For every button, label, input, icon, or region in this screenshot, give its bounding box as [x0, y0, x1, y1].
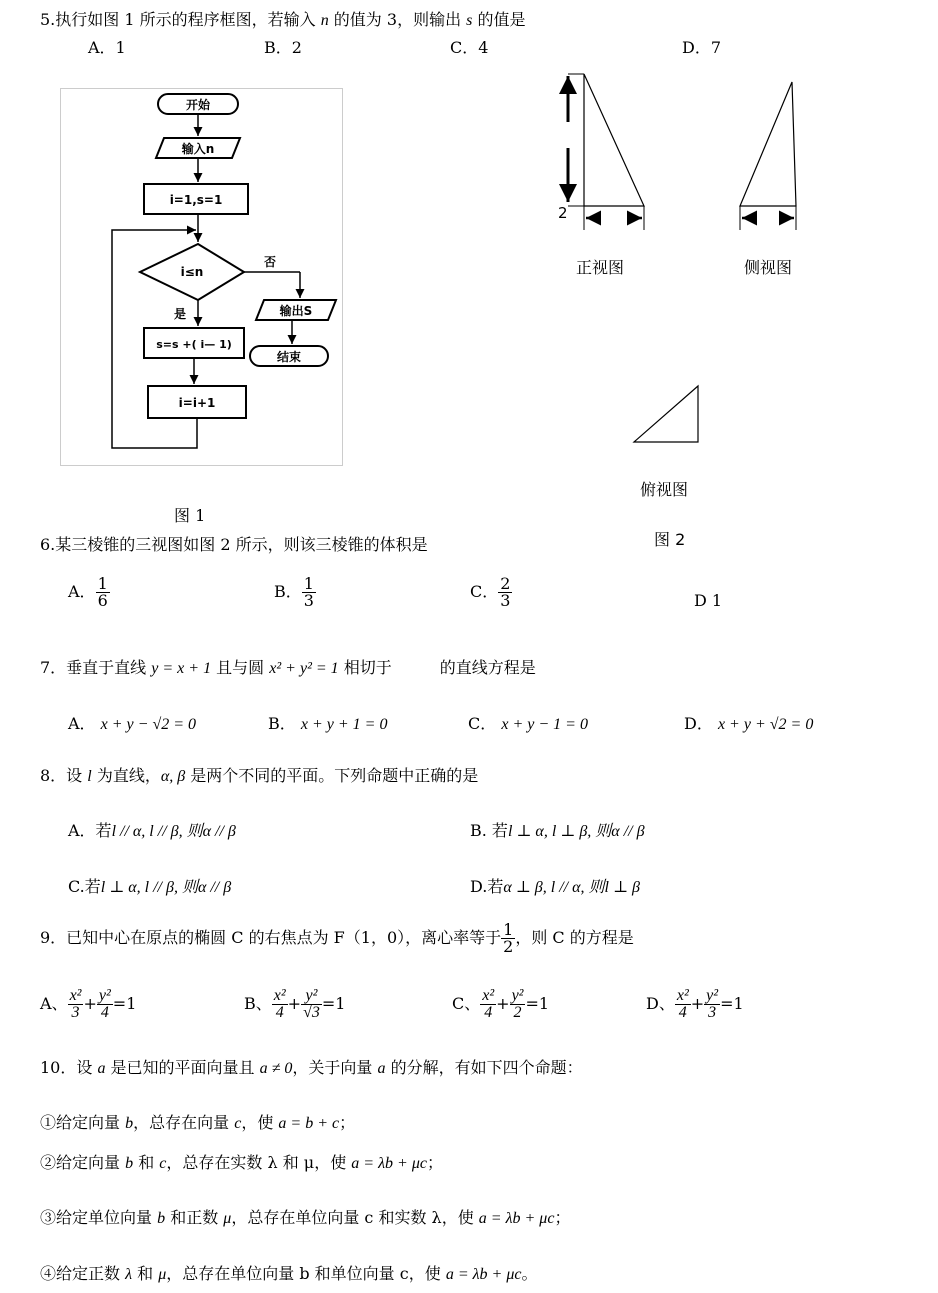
- fraction-denominator: 4: [97, 1004, 113, 1021]
- q7-option-d: [684, 716, 813, 733]
- item-mark: ④: [40, 1264, 57, 1283]
- item-mark: ②: [40, 1153, 57, 1172]
- q7-option-letter: B．: [268, 714, 296, 733]
- q5-option-c: C．4: [450, 38, 489, 57]
- q6-option-letter: A．: [68, 582, 96, 601]
- q6-option-a-fraction: [96, 576, 110, 609]
- q6-option-a: [68, 576, 110, 609]
- q10-item-4: [40, 1266, 538, 1283]
- q9-x-fraction: [68, 988, 84, 1021]
- fraction-numerator: 1: [503, 920, 514, 939]
- q6-stem: 6.某三棱锥的三视图如图 2 所示，则该三棱锥的体积是: [40, 535, 428, 554]
- q8-option-expr: l ⊥ α, l // β, 则α // β: [100, 879, 232, 896]
- q9-y-fraction: [97, 988, 113, 1021]
- item-var: c: [159, 1155, 167, 1172]
- q9-option-c: [452, 988, 549, 1021]
- item-var: μ: [158, 1266, 167, 1283]
- item-text: 给定正数: [56, 1264, 126, 1283]
- q5-option-d: D．7: [682, 38, 722, 57]
- q10-item-3: [40, 1210, 570, 1227]
- q5-option-a: A．1: [88, 38, 126, 57]
- q9-y-fraction: [301, 988, 322, 1021]
- q5-stem-part: 的值是: [472, 10, 526, 29]
- q9-option-letter: D、: [646, 994, 675, 1013]
- item-text: 和: [133, 1153, 160, 1172]
- item-text: 给定向量: [56, 1113, 126, 1132]
- q8-option-expr: α ⊥ β, l // α, 则l ⊥ β: [503, 879, 640, 896]
- q8-option-expr: l ⊥ α, l ⊥ β, 则α // β: [507, 823, 645, 840]
- q7-option-expr: x + y − 1 = 0: [501, 716, 588, 733]
- fraction-numerator: y²: [706, 987, 719, 1004]
- top-view-label: 俯视图: [640, 480, 689, 499]
- q7-stem-part: 的直线方程是: [439, 658, 536, 677]
- figure-2-caption: 图 2: [654, 530, 686, 549]
- top-view-triangle: [634, 386, 698, 442]
- q8-stem-part: 为直线，: [91, 766, 161, 785]
- side-view-triangle: [740, 82, 796, 206]
- item-var: μ: [223, 1210, 232, 1227]
- q8-option-letter: B. 若: [470, 821, 508, 840]
- fraction-numerator: x²: [273, 987, 286, 1004]
- flow-end-label: 结束: [276, 350, 302, 364]
- item-text: ，总存在单位向量 b 和单位向量 c，使: [166, 1264, 446, 1283]
- q8-var-l: l: [87, 768, 92, 785]
- q5-var-n: n: [320, 12, 329, 29]
- fraction-numerator: 2: [500, 574, 511, 593]
- q9-option-letter: C、: [452, 994, 481, 1013]
- item-expr: a = b + c: [278, 1115, 340, 1132]
- flow-init-label: i=1,s=1: [169, 193, 223, 207]
- q9-option-b: [244, 988, 345, 1021]
- fraction-denominator: 3: [704, 1004, 720, 1021]
- fraction-denominator: 4: [675, 1004, 691, 1021]
- item-text: ，总存在实数 λ 和 μ，使: [166, 1153, 352, 1172]
- item-var: λ: [125, 1266, 133, 1283]
- q8-greek-planes: α, β: [160, 768, 186, 785]
- equals-one: =1: [321, 994, 346, 1013]
- q7-option-letter: C．: [468, 714, 497, 733]
- q8-option-a: [68, 823, 236, 840]
- plus-sign: +: [83, 994, 97, 1013]
- q9-y-fraction: [510, 988, 526, 1021]
- fraction-numerator: 1: [303, 574, 314, 593]
- q7-stem-part: 相切于: [338, 658, 392, 677]
- q9-option-letter: B、: [244, 994, 272, 1013]
- q7-stem-part: 7．垂直于直线: [40, 658, 152, 677]
- q5-option-b: B．2: [264, 38, 302, 57]
- fraction-numerator: y²: [511, 987, 524, 1004]
- q6-option-d: D 1: [694, 591, 723, 610]
- item-text: ，使: [241, 1113, 279, 1132]
- q6-option-b-fraction: [302, 576, 316, 609]
- q9-option-letter: A、: [40, 994, 68, 1013]
- flow-update-i-label: i=i+1: [178, 396, 216, 410]
- q8-option-b: [470, 823, 645, 840]
- q7-option-c: [468, 716, 588, 733]
- front-view-triangle: [584, 74, 644, 206]
- q5-var-s: s: [466, 12, 473, 29]
- item-var: b: [125, 1115, 134, 1132]
- item-end: ；: [554, 1208, 571, 1227]
- q9-stem: [40, 922, 634, 955]
- q7-stem-part: 且与圆: [211, 658, 270, 677]
- q9-y-fraction: [704, 988, 720, 1021]
- q9-option-a: [40, 988, 136, 1021]
- plus-sign: +: [690, 994, 705, 1013]
- q7-line-equation: y = x + 1: [151, 660, 212, 677]
- item-text: 和: [132, 1264, 159, 1283]
- fraction-denominator: 3: [68, 1004, 84, 1021]
- fraction-denominator: 4: [272, 1004, 288, 1021]
- q6-option-letter: B．: [274, 582, 302, 601]
- item-end: ；: [426, 1153, 443, 1172]
- q7-option-expr: x + y + √2 = 0: [717, 716, 814, 733]
- fraction-numerator: y²: [305, 987, 318, 1004]
- q9-stem-part: ，则 C 的方程是: [515, 928, 634, 947]
- q8-option-c: [68, 879, 231, 896]
- item-var: b: [125, 1155, 134, 1172]
- item-expr: a = λb + μc: [478, 1210, 555, 1227]
- item-mark: ③: [40, 1208, 57, 1227]
- item-end: 。: [521, 1264, 538, 1283]
- q9-x-fraction: [272, 988, 288, 1021]
- q10-condition: a ≠ 0: [259, 1060, 293, 1077]
- q7-option-expr: x + y − √2 = 0: [100, 716, 197, 733]
- item-expr: a = λb + μc: [445, 1266, 522, 1283]
- q8-stem-part: 8．设: [40, 766, 88, 785]
- flow-start-label: 开始: [185, 98, 211, 112]
- q8-option-expr: l // α, l // β, 则α // β: [111, 823, 236, 840]
- q7-option-letter: A．: [68, 714, 96, 733]
- q6-option-c-fraction: [498, 576, 512, 609]
- q8-option-letter: D.若: [470, 877, 504, 896]
- q10-stem-part: 是已知的平面向量且: [105, 1058, 260, 1077]
- q8-option-letter: A．若: [68, 821, 112, 840]
- q9-stem-part: 9．已知中心在原点的椭圆 C 的右焦点为 F（1，0），离心率等于: [40, 928, 502, 947]
- q10-item-2: [40, 1155, 443, 1172]
- flow-input-label: 输入n: [181, 142, 215, 156]
- item-text: 给定单位向量: [56, 1208, 158, 1227]
- q10-item-1: [40, 1115, 355, 1132]
- fraction-denominator: 6: [97, 591, 108, 610]
- item-expr: a = λb + μc: [351, 1155, 427, 1172]
- equals-one: =1: [112, 994, 137, 1013]
- q8-option-d: [470, 879, 640, 896]
- item-var: b: [157, 1210, 166, 1227]
- flow-yes-label: 是: [173, 307, 187, 321]
- q10-var-a: a: [377, 1060, 386, 1077]
- fraction-numerator: y²: [98, 987, 111, 1004]
- flow-output-label: 输出S: [279, 304, 313, 318]
- plus-sign: +: [496, 994, 510, 1013]
- item-end: ；: [339, 1113, 356, 1132]
- fraction-denominator: 2: [503, 937, 514, 956]
- flow-update-s-label: s=s +( i— 1): [156, 338, 232, 351]
- item-text: 给定向量: [56, 1153, 126, 1172]
- q7-circle-equation: x² + y² = 1: [269, 660, 339, 677]
- q9-option-d: [646, 988, 744, 1021]
- fraction-denominator: 3: [500, 591, 511, 610]
- side-view-label: 侧视图: [744, 258, 793, 277]
- fraction-numerator: x²: [482, 987, 495, 1004]
- fraction-denominator: √3: [303, 1004, 320, 1021]
- q10-stem-part: ，关于向量: [292, 1058, 378, 1077]
- fraction-numerator: x²: [69, 987, 82, 1004]
- q6-option-b: [274, 576, 316, 609]
- q9-x-fraction: [675, 988, 691, 1021]
- q7-stem: [40, 660, 536, 677]
- q5-stem-part: 5.执行如图 1 所示的程序框图，若输入: [40, 10, 321, 29]
- q7-option-b: [268, 716, 387, 733]
- equals-one: =1: [525, 994, 550, 1013]
- item-var: c: [234, 1115, 242, 1132]
- q7-option-letter: D．: [684, 714, 713, 733]
- flow-no-label: 否: [263, 255, 277, 269]
- q5-stem: [40, 12, 526, 29]
- item-text: ，总存在单位向量 c 和实数 λ，使: [231, 1208, 479, 1227]
- q7-option-a: [68, 716, 196, 733]
- q8-stem: [40, 768, 478, 785]
- q9-eccentricity-fraction: [501, 922, 515, 955]
- q8-option-letter: C.若: [68, 877, 101, 896]
- q8-stem-part: 是两个不同的平面。下列命题中正确的是: [185, 766, 479, 785]
- flowchart-figure: [60, 88, 344, 468]
- q7-option-expr: x + y + 1 = 0: [300, 716, 388, 733]
- plus-sign: +: [287, 994, 302, 1013]
- q10-stem-part: 的分解，有如下四个命题：: [385, 1058, 583, 1077]
- q6-option-c: [470, 576, 512, 609]
- q10-var-a: a: [97, 1060, 106, 1077]
- fraction-denominator: 3: [303, 591, 314, 610]
- item-text: 和正数: [165, 1208, 224, 1227]
- fraction-denominator: 2: [510, 1004, 526, 1021]
- item-mark: ①: [40, 1113, 57, 1132]
- item-text: ，总存在向量: [133, 1113, 235, 1132]
- front-view-label: 正视图: [576, 258, 625, 277]
- front-dim-label: 2: [558, 204, 568, 222]
- q6-option-letter: C．: [470, 582, 499, 601]
- equals-one: =1: [720, 994, 744, 1013]
- flow-condition-label: i≤n: [180, 265, 204, 279]
- fraction-numerator: x²: [676, 987, 689, 1004]
- fraction-denominator: 4: [480, 1004, 496, 1021]
- figure-1-caption: 图 1: [174, 506, 206, 525]
- fraction-numerator: 1: [97, 574, 108, 593]
- q10-stem: [40, 1060, 583, 1077]
- q10-stem-part: 10．设: [40, 1058, 98, 1077]
- q9-x-fraction: [480, 988, 496, 1021]
- q5-stem-part: 的值为 3，则输出: [328, 10, 467, 29]
